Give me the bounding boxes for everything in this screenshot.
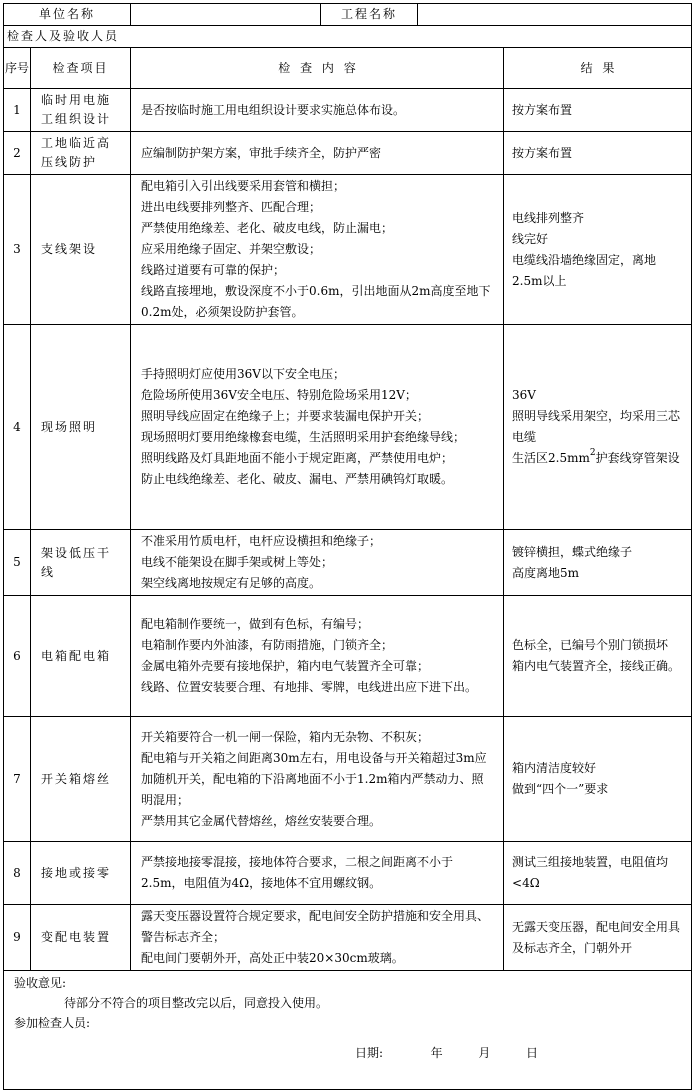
content-line: 架空线离地按规定有足够的高度。 (141, 576, 322, 590)
result-line: 照明导线采用架空，均采用三芯电缆 (512, 409, 681, 444)
row-number: 4 (4, 325, 31, 530)
acceptance-label: 验收意见: (14, 976, 67, 990)
content-line: 配电箱制作要统一，做到有色标，有编号； (141, 617, 370, 631)
content-line: 配电间门要朝外开，高处正中装20×30cm玻璃。 (141, 951, 404, 965)
date-day: 日 (526, 1046, 539, 1060)
content-line: 防止电线绝缘差、老化、破皮、漏电、严禁用碘钨灯取暖。 (141, 472, 454, 486)
row-content (131, 717, 504, 842)
content-line: 金属电箱外壳要有接地保护，箱内电气装置齐全可靠； (141, 659, 430, 673)
result-line: 电线排列整齐 (512, 210, 585, 225)
content-line: 电线不能架设在脚手架或树上等处； (141, 555, 334, 569)
date-month: 月 (478, 1046, 491, 1060)
content-line: 电箱制作要内外油漆，有防雨措施，门锁齐全； (141, 638, 394, 652)
table-row (4, 905, 692, 971)
inspection-form (3, 3, 691, 1090)
content-line: 现场照明灯要用绝缘橡套电缆，生活照明采用护套绝缘导线； (141, 430, 466, 444)
row-item: 电箱配电箱 (31, 596, 131, 717)
inspection-table (3, 3, 692, 1090)
date-label: 日期: (354, 1046, 383, 1060)
table-row (4, 132, 692, 175)
row-content (131, 132, 504, 175)
row-number: 9 (4, 905, 31, 971)
footer-row (4, 971, 692, 1090)
inspectors-label: 检查人及验收人员 (4, 26, 692, 48)
row-number: 2 (4, 132, 31, 175)
date-year: 年 (430, 1046, 443, 1060)
result-line (512, 448, 685, 469)
content-line: 进出电线要排列整齐、匹配合理； (141, 200, 322, 214)
result-part: 生活区2.5mm (512, 451, 590, 465)
content-line: 配电箱引入引出线要采用套管和横担； (141, 179, 346, 193)
row-number: 5 (4, 530, 31, 596)
row-item: 现场照明 (31, 325, 131, 530)
col-item: 检查项目 (31, 48, 131, 89)
project-name-value[interactable] (418, 4, 692, 26)
row-result (504, 596, 692, 717)
column-header-row (4, 48, 692, 89)
unit-name-label: 单位名称 (4, 4, 131, 26)
result-line: 箱内电气装置齐全，接线正确。 (512, 659, 681, 673)
content-line: 危险场所使用36V安全电压、特别危险场采用12V； (141, 388, 417, 402)
date-row (14, 1043, 683, 1063)
row-result (504, 132, 692, 175)
row-content (131, 530, 504, 596)
row-number: 6 (4, 596, 31, 717)
row-number: 7 (4, 717, 31, 842)
content-line: 线路直接埋地，敷设深度不小于0.6m，引出地面从2m高度至地下0.2m处，必须架设防护套管。 (141, 284, 491, 319)
content-line: 照明导线应固定在绝缘子上；并要求装漏电保护开关； (141, 409, 430, 423)
result-part: 护套线穿管架设 (595, 451, 680, 465)
row-result (504, 717, 692, 842)
table-row (4, 325, 692, 530)
row-number: 8 (4, 842, 31, 905)
result-line: 测试三组接地装置，电阻值均 (512, 855, 669, 869)
row-item: 开关箱熔丝 (31, 717, 131, 842)
content-line: 严禁使用绝缘差、老化、破皮电线，防止漏电； (141, 221, 394, 235)
content-line: 照明线路及灯具距地面不能小于规定距离，严禁使用电炉； (141, 451, 454, 465)
row-result (504, 325, 692, 530)
content-line: 配电箱与开关箱之间距离30m左右，用电设备与开关箱超过3m应加随机开关，配电箱的下沿离地面不小于1.2m箱内严禁动力、照明混用； (141, 750, 487, 807)
content-line: 线路、位置安装要合理、有地排、零牌，电线进出应下进下出。 (141, 680, 478, 694)
content-line: 不准采用竹质电杆，电杆应设横担和绝缘子； (141, 534, 382, 548)
result-line: 36V (512, 388, 536, 402)
row-result (504, 905, 692, 971)
table-body (4, 89, 692, 971)
table-row (4, 596, 692, 717)
result-line: 高度离地5m (512, 565, 580, 580)
row-result (504, 89, 692, 132)
content-line: 严禁用其它金属代替熔丝，熔丝安装要合理。 (141, 813, 382, 828)
participants-label: 参加检查人员: (14, 1016, 91, 1030)
table-row (4, 530, 692, 596)
row-content (131, 596, 504, 717)
table-row (4, 175, 692, 325)
row-number: 3 (4, 175, 31, 325)
superscript-two: 2 (589, 448, 596, 458)
content-line: 应采用绝缘子固定、并架空敷设； (141, 242, 322, 256)
content-line: 露天变压器设置符合规定要求，配电间安全防护措施和安全用具、警告标志齐全； (141, 909, 490, 944)
result-line: 镀锌横担，蝶式绝缘子 (512, 544, 633, 559)
row-content (131, 325, 504, 530)
project-name-label: 工程名称 (321, 4, 418, 26)
result-line: 线完好 (512, 231, 549, 246)
row-item: 工地临近高压线防护 (31, 132, 131, 175)
row-content (131, 89, 504, 132)
row-result (504, 175, 692, 325)
row-content (131, 842, 504, 905)
row-item: 临时用电施工组织设计 (31, 89, 131, 132)
content-line: 手持照明灯应使用36V以下安全电压； (141, 367, 345, 381)
table-row (4, 89, 692, 132)
content-line: 严禁接地接零混接，接地体符合要求，二根之间距离不小于2.5m，电阻值为4Ω，接地体不宜用螺纹钢。 (141, 855, 454, 890)
row-result (504, 842, 692, 905)
result-line: 无露天变压器，配电间安全用具及标志齐全，门朝外开 (512, 919, 681, 955)
result-line: 箱内清洁度较好 (512, 761, 597, 775)
row-content (131, 175, 504, 325)
result-line: 电缆线沿墙绝缘固定，离地2.5m以上 (512, 252, 657, 288)
col-result: 结 果 (504, 48, 692, 89)
result-line: 色标全，已编号个别门锁损坏 (512, 638, 669, 652)
acceptance-text: 待部分不符合的项目整改完以后，同意投入使用。 (64, 996, 329, 1010)
col-seq: 序号 (4, 48, 31, 89)
table-row (4, 842, 692, 905)
header-row-inspectors (4, 26, 692, 48)
result-line: 做到“四个一”要求 (512, 782, 609, 796)
row-content (131, 905, 504, 971)
col-content: 检 查 内 容 (131, 48, 504, 89)
header-row-unit (4, 4, 692, 26)
result-line: 按方案布置 (512, 102, 573, 117)
footer-cell (4, 971, 692, 1090)
row-result (504, 530, 692, 596)
content-line: 是否按临时施工用电组织设计要求实施总体布设。 (141, 102, 406, 117)
result-line: <4Ω (512, 876, 540, 890)
row-number: 1 (4, 89, 31, 132)
row-item: 接地或接零 (31, 842, 131, 905)
row-item: 架设低压干线 (31, 530, 131, 596)
content-line: 应编制防护架方案，审批手续齐全，防护严密 (141, 145, 382, 160)
content-line: 开关箱要符合一机一闸一保险，箱内无杂物、不积灰； (141, 729, 430, 744)
content-line: 线路过道要有可靠的保护； (141, 263, 286, 277)
unit-name-value[interactable] (131, 4, 321, 26)
row-item: 变配电装置 (31, 905, 131, 971)
row-item: 支线架设 (31, 175, 131, 325)
result-line: 按方案布置 (512, 145, 573, 160)
table-row (4, 717, 692, 842)
